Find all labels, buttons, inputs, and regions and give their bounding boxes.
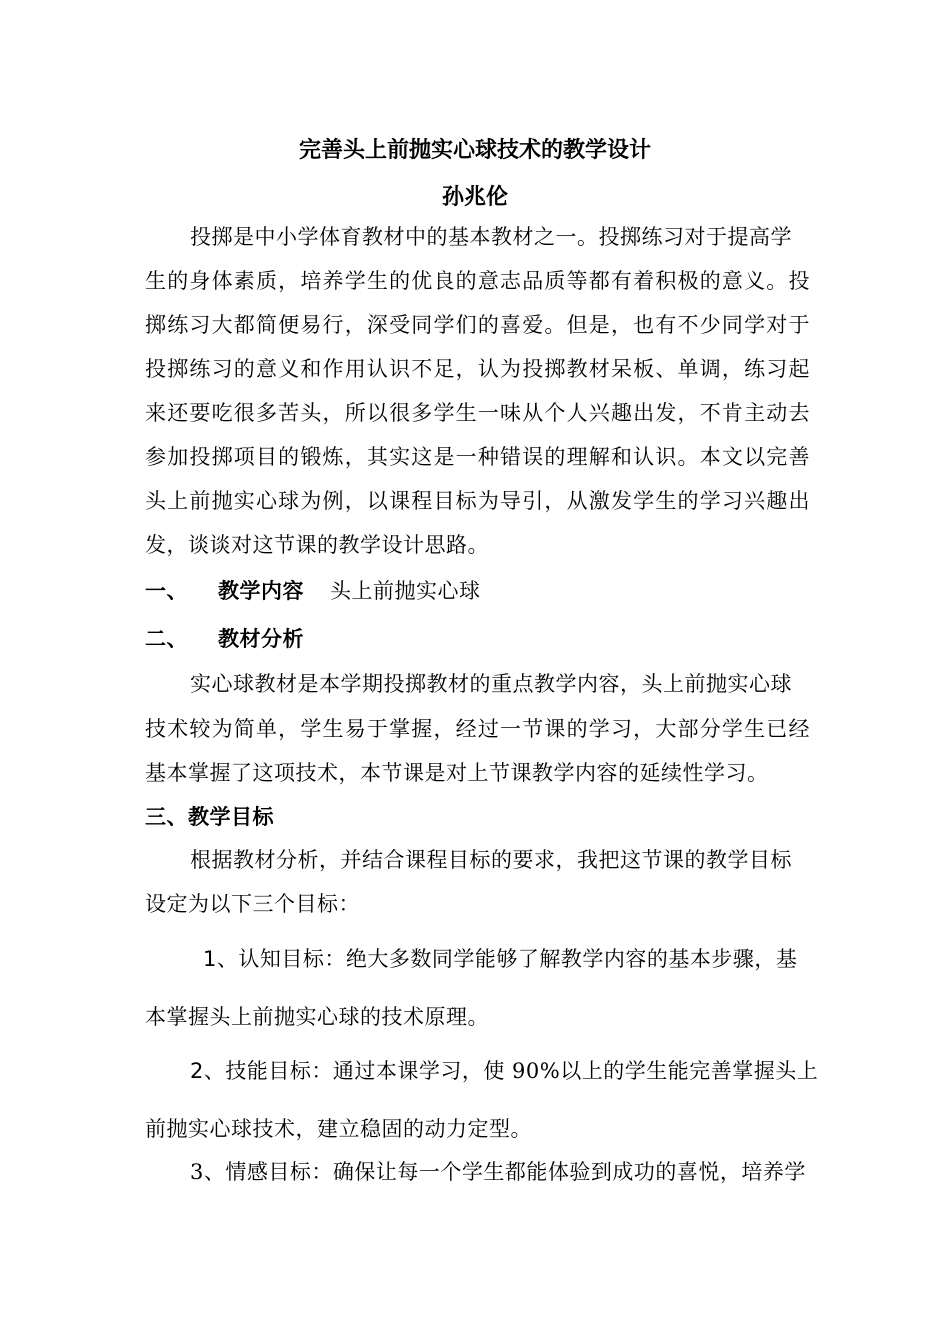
intro-line-2: 生的身体素质，培养学生的优良的意志品质等都有着积极的意义。投 xyxy=(145,269,810,293)
intro-line-1: 投掷是中小学体育教材中的基本教材之一。投掷练习对于提高学 xyxy=(190,225,792,249)
goal-2-line-1 xyxy=(190,1056,819,1086)
section-1-heading xyxy=(145,576,810,606)
section-2-heading xyxy=(145,624,810,654)
section-2-line-3: 基本掌握了这项技术，本节课是对上节课教学内容的延续性学习。 xyxy=(145,761,769,785)
section-3-line-1: 根据教材分析，并结合课程目标的要求，我把这节课的教学目标 xyxy=(190,848,792,872)
goal-1-number: 1 xyxy=(203,947,217,971)
intro-line-3: 掷练习大都简便易行，深受同学们的喜爱。但是，也有不少同学对于 xyxy=(145,313,810,337)
intro-line-6: 参加投掷项目的锻炼，其实这是一种错误的理解和认识。本文以完善 xyxy=(145,445,810,469)
section-1-number: 一、 xyxy=(145,579,188,603)
goal-2-line-2: 前抛实心球技术，建立稳固的动力定型。 xyxy=(145,1117,532,1141)
goal-1-line-2: 本掌握头上前抛实心球的技术原理。 xyxy=(145,1005,489,1029)
section-2-number: 二、 xyxy=(145,627,188,651)
section-3-heading: 三、教学目标 xyxy=(145,805,274,829)
intro-line-7: 头上前抛实心球为例，以课程目标为导引，从激发学生的学习兴趣出 xyxy=(145,489,810,513)
intro-line-4: 投掷练习的意义和作用认识不足，认为投掷教材呆板、单调，练习起 xyxy=(145,357,810,381)
goal-3-line-1: 3、情感目标：确保让每一个学生都能体验到成功的喜悦，培养学 xyxy=(190,1160,806,1184)
section-3-line-2: 设定为以下三个目标： xyxy=(145,892,360,916)
section-1-content: 头上前抛实心球 xyxy=(330,579,481,603)
document-title: 完善头上前抛实心球技术的教学设计 xyxy=(298,138,651,163)
section-2-line-1: 实心球教材是本学期投掷教材的重点教学内容，头上前抛实心球 xyxy=(190,672,792,696)
document-author: 孙兆伦 xyxy=(441,185,508,210)
goal-1-line-1 xyxy=(203,944,810,974)
goal-1-text: 、认知目标：绝大多数同学能够了解教学内容的基本步骤，基 xyxy=(216,947,798,971)
section-1-title: 教学内容 xyxy=(218,579,304,603)
goal-2-text: 、技能目标：通过本课学习，使 90%以上的学生能完善掌握头上 xyxy=(203,1059,819,1083)
intro-line-8: 发，谈谈对这节课的教学设计思路。 xyxy=(145,533,489,557)
intro-line-5: 来还要吃很多苦头，所以很多学生一味从个人兴趣出发，不肯主动去 xyxy=(145,401,810,425)
section-2-line-2: 技术较为简单，学生易于掌握，经过一节课的学习，大部分学生已经 xyxy=(145,717,810,741)
goal-2-number: 2 xyxy=(190,1059,204,1083)
section-2-title: 教材分析 xyxy=(218,627,304,651)
